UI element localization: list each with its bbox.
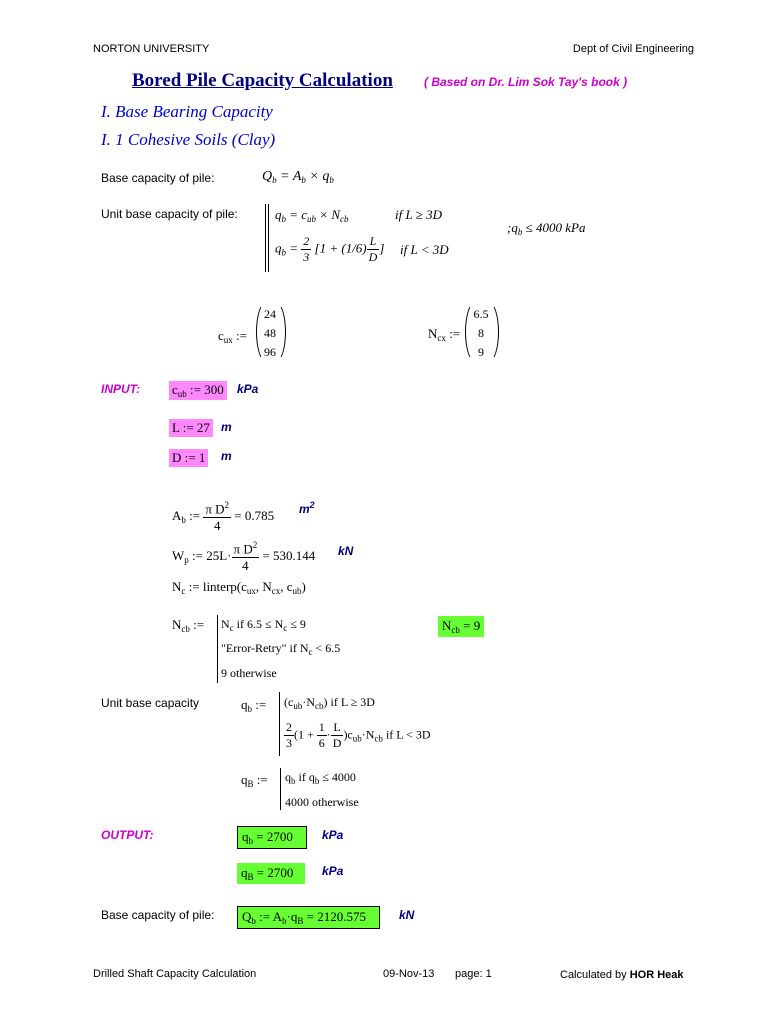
formula-bracket-left [265,204,266,272]
ncx-values: 6.5 8 9 [473,307,489,359]
input-label: INPUT: [101,382,141,396]
footer-calculated-by: Calculated by HOR Heak [560,969,684,981]
qB-output-unit: kPa [322,864,344,878]
footer-date: 09-Nov-13 [383,968,435,980]
ncb-bracket [217,615,218,683]
header-university: NORTON UNIVERSITY [93,43,210,55]
ab-formula: $A_b$ := $\frac{\pi D^2}{4}$ = 0.785 [172,500,275,534]
section-heading: I. Base Bearing Capacity [101,102,273,121]
formula-limit: $;q_b \le 4000$ kPa [507,220,586,237]
ncb-line3: 9 otherwise [221,666,277,680]
unit-base-label: Unit base capacity [101,696,200,710]
subsection-heading: I. 1 Cohesive Soils (Clay) [101,130,276,149]
output-label: OUTPUT: [101,828,154,842]
length-unit: m [221,420,232,434]
ncb-line2: "Error-Retry" if $N_c < 6.5$ [221,641,341,657]
diameter-unit: m [221,449,232,463]
cub-unit: kPa [237,382,259,396]
formula-qb-line2: $q_b$ = $\frac{2}{3}$ [1 + (1/6) $\frac{L}{D}$ ] [275,234,385,264]
qB-label: $q_B$ := [241,772,268,789]
qb-line2: $\frac{2}{3}$ (1 + $\frac{1}{6}$ · $\frac{L}{D}$ )$c_{ub}\cdot N_{cb}$ if L < 3D [286,720,431,750]
cub-input[interactable]: $c_{ub}$ := 300 [169,381,227,400]
base-capacity-formula: $Q_b = A_b \times q_b$ [262,169,334,185]
qB-line1: $q_b$ if $q_b \le 4000$ [285,770,356,786]
cux-label: $c_{ux}$ := [218,328,247,345]
wp-unit: kN [338,544,354,558]
ab-unit: $m^2$ [299,500,315,516]
wp-formula: $W_p$ := 25L· $\frac{\pi D^2}{4}$ = 530.144 [172,540,316,574]
Qb-output: $Q_b$ := $A_b\cdot q_B = 2120.575$ [237,906,380,929]
formula-qb-line1-cond: if L ≥ 3D [395,207,442,222]
footer-doc-title: Drilled Shaft Capacity Calculation [93,968,257,980]
cux-values: 24 48 96 [264,307,276,359]
unit-base-capacity-label: Unit base capacity of pile: [101,207,238,221]
qB-line2: 4000 otherwise [285,795,359,809]
qb-line1: $(c_{ub}\cdot N_{cb})$ if L ≥ 3D [284,695,375,711]
footer-page: page: 1 [455,968,492,980]
base-capacity-output-label: Base capacity of pile: [101,908,215,922]
Qb-output-unit: kN [399,908,415,922]
qb-output: $q_b = 2700$ [237,826,307,849]
page-title: Bored Pile Capacity Calculation [132,70,393,91]
formula-bracket-left2 [268,204,269,272]
ncb-result: $N_{cb} = 9$ [438,616,484,637]
qB-bracket [280,768,281,810]
qb-label: $q_b$ := [241,697,267,714]
qb-bracket [279,692,280,756]
diameter-input[interactable]: D := 1 [169,449,208,467]
qb-output-unit: kPa [322,828,344,842]
ncb-line1: $N_c$ if $6.5 \le N_c \le 9$ [221,617,306,633]
length-input[interactable]: L := 27 [169,419,213,437]
page-subtitle: ( Based on Dr. Lim Sok Tay's book ) [424,75,628,89]
formula-qb-line2-cond: if L < 3D [400,242,449,257]
header-department: Dept of Civil Engineering [572,43,694,55]
nc-formula: $N_c$ := $linterp(c_{ux}$, $N_{cx}$, $c_{ub}$) [172,579,306,596]
formula-qb-line1: $q_b = c_{ub} \times N_{cb}$ [275,207,349,224]
qB-output: $q_B = 2700$ [237,863,305,884]
base-capacity-label: Base capacity of pile: [101,171,215,185]
ncb-label: $N_{cb}$ := [172,617,205,634]
ncx-label: $N_{cx}$ := [428,326,461,343]
